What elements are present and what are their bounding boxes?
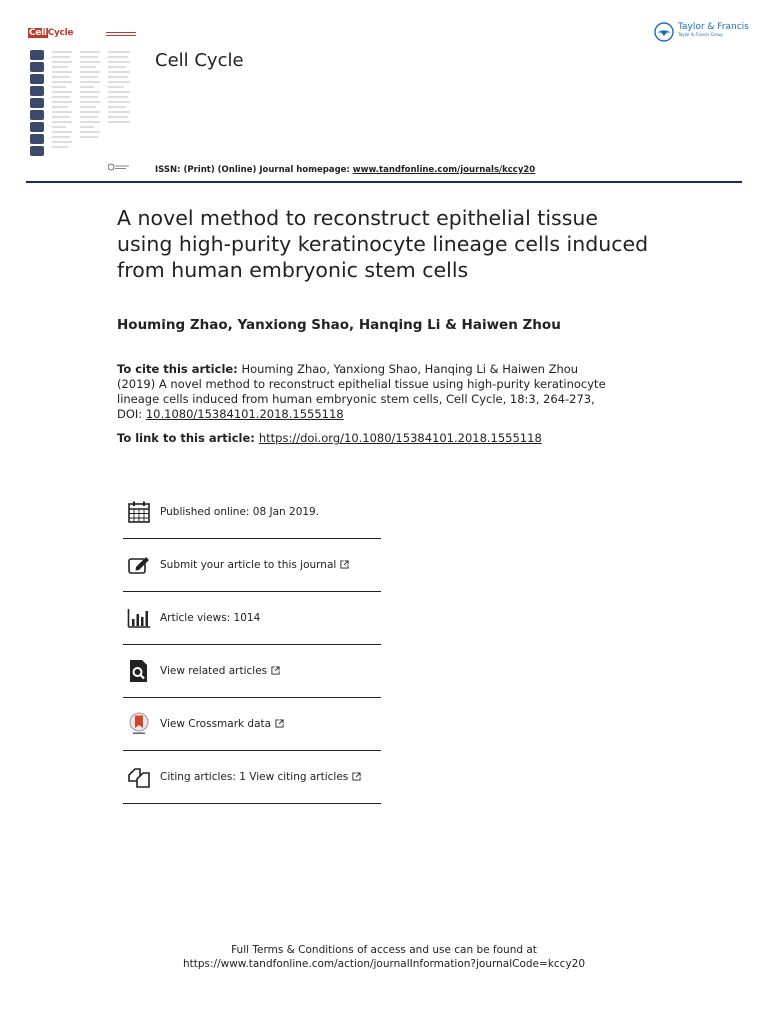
publisher-subname: Taylor & Francis Group xyxy=(678,32,723,37)
submit-article-row[interactable] xyxy=(123,539,381,592)
cover-logo: CellCycle xyxy=(29,28,74,38)
publisher-logo-small xyxy=(108,163,130,171)
crossmark-link[interactable]: View Crossmark data xyxy=(160,718,272,730)
citing-icon xyxy=(127,765,151,789)
article-link-label: To link to this article: xyxy=(117,431,255,445)
article-doi-link[interactable]: https://doi.org/10.1080/15384101.2018.1555118 xyxy=(258,431,542,445)
publisher-name: Taylor & Francis xyxy=(678,22,749,32)
external-link-icon xyxy=(340,560,349,569)
journal-cover-thumbnail xyxy=(28,28,136,154)
article-info-list xyxy=(123,486,381,804)
citation-block xyxy=(117,362,617,422)
issn-text: ISSN: (Print) (Online) Journal homepage: xyxy=(155,165,353,175)
cover-image-strip xyxy=(30,50,44,158)
citing-articles-row[interactable] xyxy=(123,751,381,804)
footer-line-1: Full Terms & Conditions of access and use can be found at xyxy=(231,944,537,956)
external-link-icon xyxy=(271,666,280,675)
citation-text: Houming Zhao, Yanxiong Shao, Hanqing Li & Haiwen Zhou (2019) A novel method to reconstruct epithelial tissue using high-purity keratinocyte lineage cells induced from human embryonic stem cells, Cell Cycle, 18:3, 264-273, DOI: xyxy=(117,362,606,421)
related-articles-row[interactable] xyxy=(123,645,381,698)
related-articles-link[interactable]: View related articles xyxy=(160,665,268,677)
header-rule xyxy=(26,181,742,183)
footer-terms xyxy=(0,943,768,971)
article-link-block xyxy=(117,431,542,445)
issn-line xyxy=(155,165,535,175)
publisher-logo[interactable] xyxy=(654,22,749,46)
crossmark-row[interactable] xyxy=(123,698,381,751)
article-views-row xyxy=(123,592,381,645)
citation-label: To cite this article: xyxy=(117,362,238,376)
external-link-icon xyxy=(352,772,361,781)
calendar-icon xyxy=(127,500,151,524)
article-title: A novel method to reconstruct epithelial tissue using high-purity keratinocyte lineage cells induced from human embryonic stem cells xyxy=(117,206,649,282)
citing-articles-link[interactable]: Citing articles: 1 View citing articles xyxy=(160,771,349,783)
bar-chart-icon xyxy=(127,606,151,630)
citation-doi-link[interactable]: 10.1080/15384101.2018.1555118 xyxy=(145,407,344,421)
search-document-icon xyxy=(127,659,151,683)
external-link-icon xyxy=(275,719,284,728)
journal-title: Cell Cycle xyxy=(155,50,244,71)
edit-icon xyxy=(127,553,151,577)
published-online-row xyxy=(123,486,381,539)
journal-homepage-link[interactable]: www.tandfonline.com/journals/kccy20 xyxy=(352,165,536,175)
taylor-francis-icon xyxy=(654,22,674,42)
footer-terms-link[interactable]: https://www.tandfonline.com/action/journalInformation?journalCode=kccy20 xyxy=(182,958,586,970)
article-views-text: Article views: 1014 xyxy=(160,612,261,624)
published-online-text: Published online: 08 Jan 2019. xyxy=(160,506,320,518)
cover-text-columns xyxy=(50,50,136,154)
cover-header-lines xyxy=(106,32,136,37)
submit-article-link[interactable]: Submit your article to this journal xyxy=(160,559,337,571)
article-authors: Houming Zhao, Yanxiong Shao, Hanqing Li & Haiwen Zhou xyxy=(117,317,561,333)
crossmark-icon xyxy=(127,712,151,736)
